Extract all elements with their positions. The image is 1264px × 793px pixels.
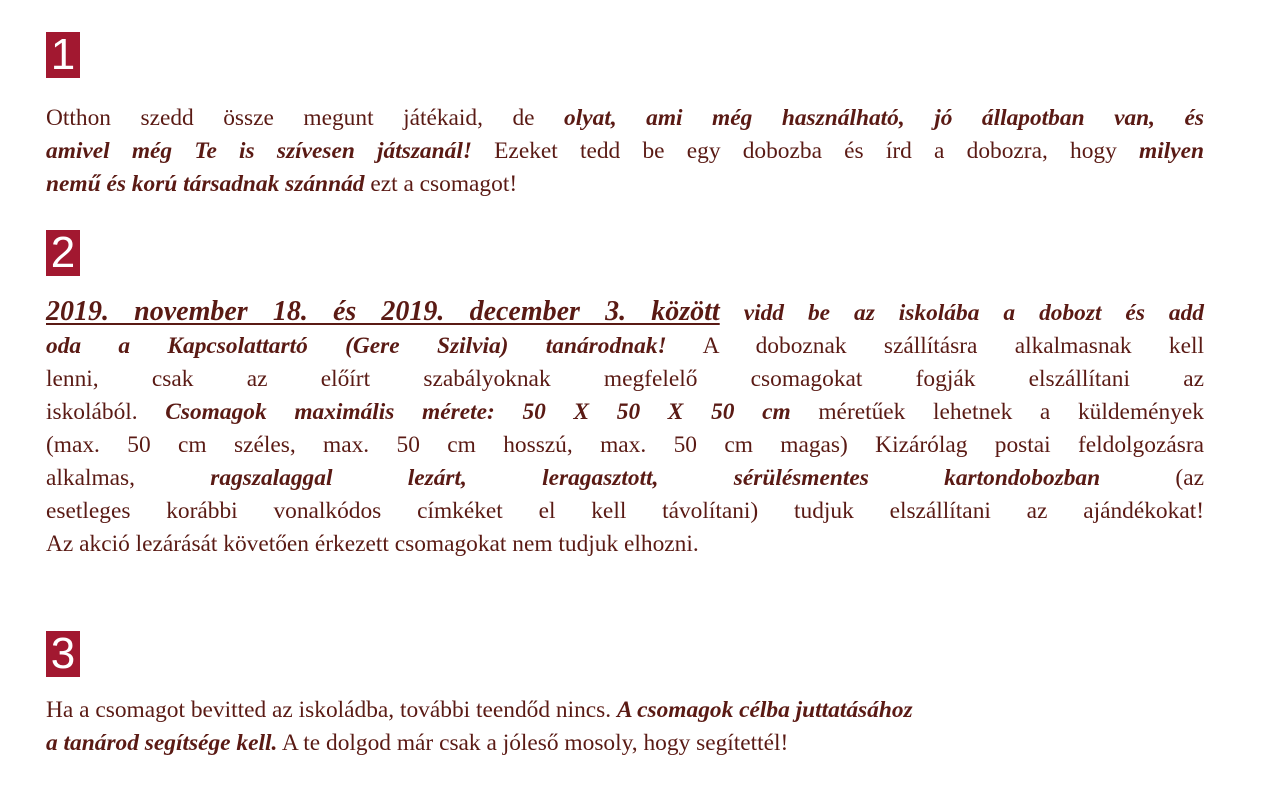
text-segment: (max. 50 cm széles, max. 50 cm hosszú, max. 50 cm magas) Kizárólag postai feldolgozásra <box>46 432 1204 458</box>
step-3-line-2 <box>46 727 1204 760</box>
step-1-line-1 <box>46 102 1204 135</box>
text-segment: iskolából. <box>46 399 166 425</box>
step-2-number-badge: 2 <box>46 230 80 276</box>
emphasis-segment: A csomagok célba juttatásához <box>616 697 913 723</box>
text-segment: Ha a csomagot bevitted az iskoládba, további teendőd nincs. <box>46 697 617 723</box>
step-1-line-2 <box>46 135 1204 168</box>
emphasis-segment: milyen <box>1139 138 1204 164</box>
emphasis-segment: vidd be az iskolába a dobozt és add <box>719 300 1204 326</box>
deadline-date-range: 2019. november 18. és 2019. december 3. között <box>46 296 720 327</box>
text-segment: (az <box>1100 465 1204 491</box>
text-segment: ezt a csomagot! <box>364 171 518 197</box>
emphasis-segment: Csomagok maximális mérete: 50 X 50 X 50 cm <box>165 399 791 425</box>
step-2-line-2 <box>46 330 1204 363</box>
step-3-number-badge: 3 <box>46 631 80 677</box>
step-2-line-6 <box>46 462 1204 495</box>
step-3-line-1 <box>46 694 1204 727</box>
emphasis-segment: ragszalaggal lezárt, leragasztott, sérülésmentes kartondobozban <box>210 465 1101 491</box>
text-segment: Otthon szedd össze megunt játékaid, de <box>46 105 565 131</box>
step-2-line-1 <box>46 295 1204 330</box>
step-2-line-3 <box>46 363 1204 396</box>
step-2-line-4 <box>46 396 1204 429</box>
step-2-paragraph <box>46 295 1204 561</box>
step-2-line-5 <box>46 429 1204 462</box>
text-segment: lenni, csak az előírt szabályoknak megfelelő csomagokat fogják elszállítani az <box>46 366 1204 392</box>
text-segment: A doboznak szállításra alkalmasnak kell <box>666 333 1204 359</box>
emphasis-segment: olyat, ami még használható, jó állapotban van, és <box>564 105 1204 131</box>
emphasis-segment: nemű és korú társadnak szánnád <box>46 171 365 197</box>
text-segment: alkalmas, <box>46 465 211 491</box>
emphasis-segment: a tanárod segítsége kell. <box>46 730 278 756</box>
text-segment: Az akció lezárását követően érkezett csomagokat nem tudjuk elhozni. <box>46 531 699 557</box>
text-segment: méretűek lehetnek a küldemények <box>790 399 1204 425</box>
emphasis-segment: amivel még Te is szívesen játszanál! <box>46 138 472 164</box>
step-1-number-badge: 1 <box>46 32 80 78</box>
step-1-line-3 <box>46 168 1204 201</box>
text-segment: A te dolgod már csak a jóleső mosoly, hogy segítettél! <box>277 730 789 756</box>
step-2-line-7 <box>46 495 1204 528</box>
step-2-line-8 <box>46 528 1204 561</box>
text-segment: Ezeket tedd be egy dobozba és írd a dobozra, hogy <box>471 138 1140 164</box>
step-1-paragraph <box>46 102 1204 201</box>
step-3-paragraph <box>46 694 1204 760</box>
emphasis-segment: oda a Kapcsolattartó (Gere Szilvia) tanárodnak! <box>46 333 667 359</box>
text-segment: esetleges korábbi vonalkódos címkéket el kell távolítani) tudjuk elszállítani az ajándékokat! <box>46 498 1204 524</box>
